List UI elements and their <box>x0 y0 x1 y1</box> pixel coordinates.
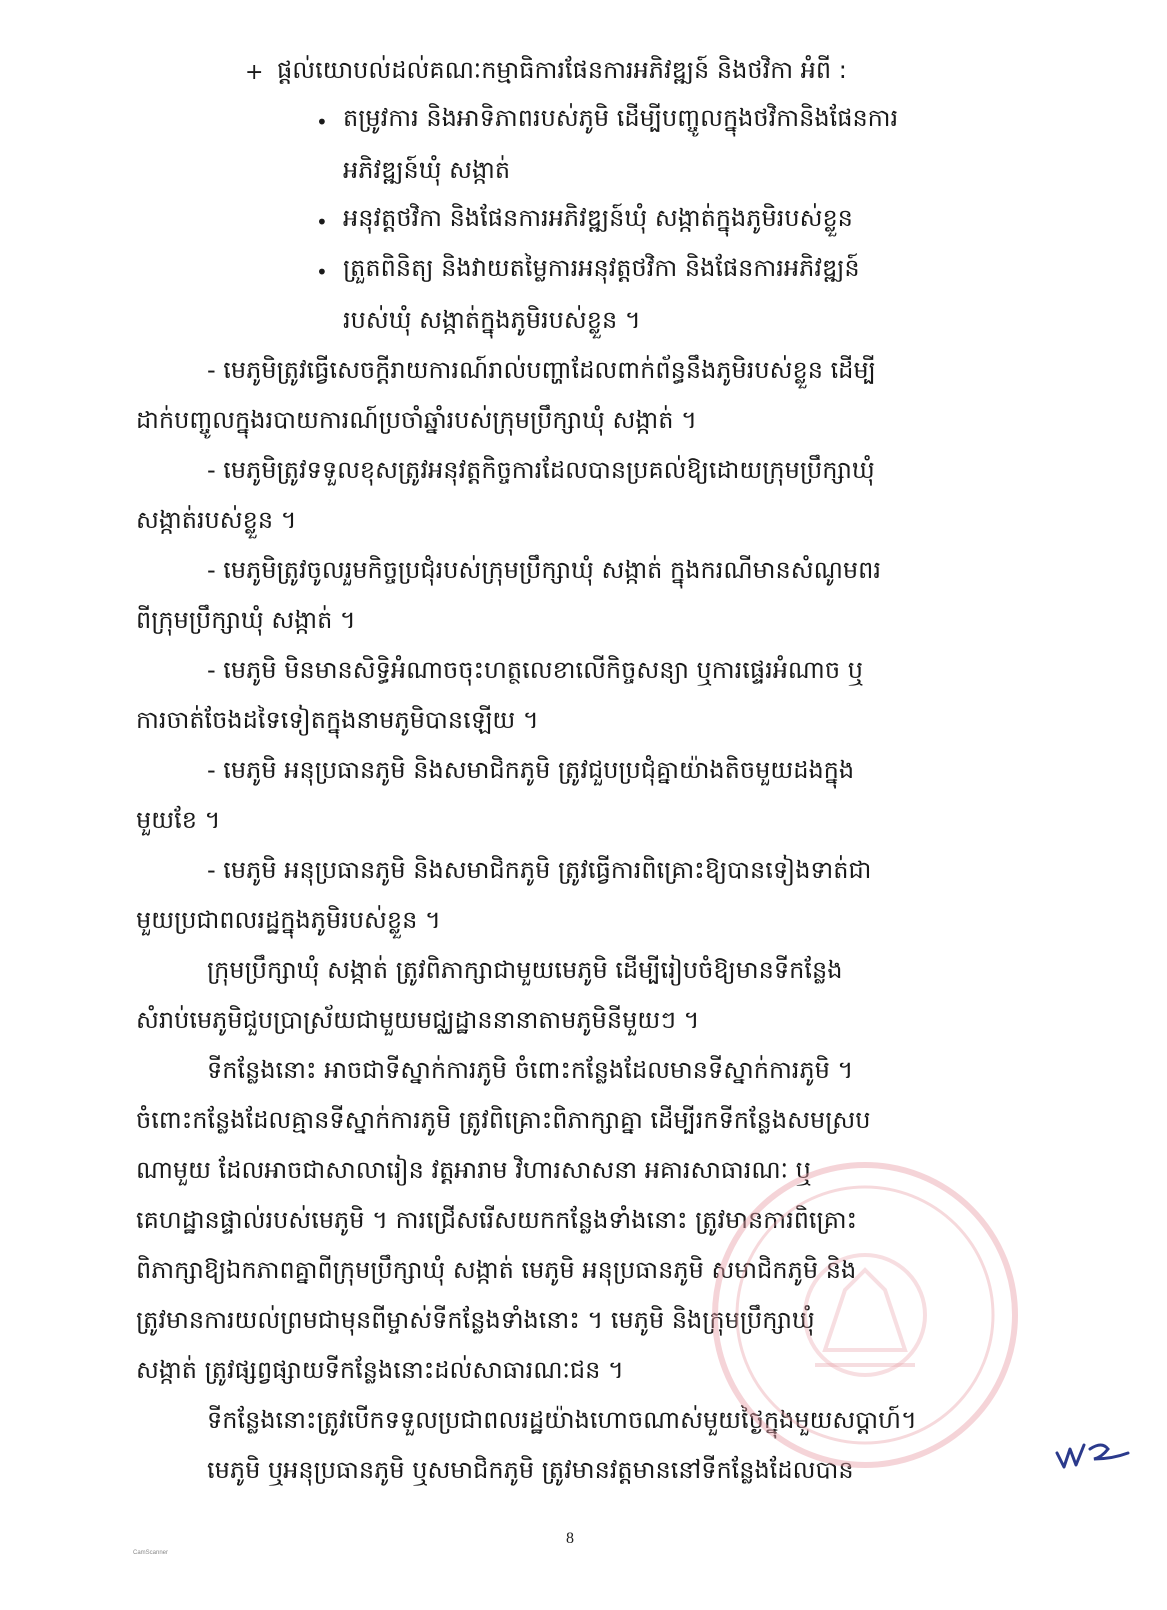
text-line-2: តម្រូវការ និងអាទិភាពរបស់ភូមិ ដើម្បីបញ្ចូលក្នុងថវិកានិងផែនការ <box>343 104 899 132</box>
text-line-21: ទីកន្លែងនោះ អាចជាទីស្នាក់ការភូមិ ចំពោះកន្លែងដែលមានទីស្នាក់ការភូមិ ។ <box>207 1056 854 1084</box>
text-line-13: - មេភូមិ មិនមានសិទ្ធិអំណាចចុះហត្ថលេខាលើកិច្ចសន្យា ឬការផ្ទេរអំណាច ឬ <box>207 656 863 684</box>
text-line-14: ការចាត់ចែងដទៃទៀតក្នុងនាមភូមិបានឡើយ ។ <box>136 706 539 734</box>
text-line-4: អនុវត្តថវិកា និងផែនការអភិវឌ្ឍន៍ឃុំ សង្កាត់ក្នុងភូមិរបស់ខ្លួន <box>343 204 853 232</box>
text-line-5: ត្រួតពិនិត្យ និងវាយតម្លៃការអនុវត្តថវិកា និងផែនការអភិវឌ្ឍន៍ <box>343 254 860 282</box>
page-number: 8 <box>566 1530 574 1547</box>
text-line-29: មេភូមិ ឬអនុប្រធានភូមិ ឬសមាជិកភូមិ ត្រូវមានវត្តមាននៅទីកន្លែងដែលបាន <box>207 1456 854 1484</box>
text-line-7: - មេភូមិត្រូវធ្វើសេចក្តីរាយការណ៍រាល់បញ្ហាដែលពាក់ព័ន្ធនឹងភូមិរបស់ខ្លួន ដើម្បី <box>207 356 876 384</box>
signature-icon <box>1052 1435 1132 1475</box>
text-line-15: - មេភូមិ អនុប្រធានភូមិ និងសមាជិកភូមិ ត្រូវជួបប្រជុំគ្នាយ៉ាងតិចមួយដងក្នុង <box>207 756 855 784</box>
text-line-6: របស់ឃុំ សង្កាត់ក្នុងភូមិរបស់ខ្លួន ។ <box>343 306 641 334</box>
text-line-9: - មេភូមិត្រូវទទួលខុសត្រូវអនុវត្តកិច្ចការដែលបានប្រគល់ឱ្យដោយក្រុមប្រឹក្សាឃុំ <box>207 456 875 484</box>
text-line-19: ក្រុមប្រឹក្សាឃុំ សង្កាត់ ត្រូវពិភាក្សាជាមួយមេភូមិ ដើម្បីរៀបចំឱ្យមានទីកន្លែង <box>207 956 843 984</box>
bullet-marker: • <box>316 210 328 234</box>
scanner-watermark: CamScanner <box>133 1550 169 1556</box>
text-line-11: - មេភូមិត្រូវចូលរួមកិច្ចប្រជុំរបស់ក្រុមប្រឹក្សាឃុំ សង្កាត់ ក្នុងករណីមានសំណូមពរ <box>207 556 881 584</box>
text-line-8: ដាក់បញ្ចូលក្នុងរបាយការណ៍ប្រចាំឆ្នាំរបស់ក្រុមប្រឹក្សាឃុំ សង្កាត់ ។ <box>136 406 697 434</box>
text-line-28: ទីកន្លែងនោះត្រូវបើកទទួលប្រជាពលរដ្ឋយ៉ាងហោចណាស់មួយថ្ងៃក្នុងមួយសប្តាហ៍។ <box>207 1406 917 1434</box>
plus-marker: + <box>245 60 264 85</box>
text-line-10: សង្កាត់របស់ខ្លួន ។ <box>136 506 297 534</box>
text-line-24: គេហដ្ឋានផ្ទាល់របស់មេភូមិ ។ ការជ្រើសរើសយកកន្លែងទាំងនោះ ត្រូវមានការពិគ្រោះ <box>136 1206 858 1234</box>
text-line-22: ចំពោះកន្លែងដែលគ្មានទីស្នាក់ការភូមិ ត្រូវពិគ្រោះពិភាក្សាគ្នា ដើម្បីរកទីកន្លែងសមស្រប <box>136 1106 871 1134</box>
text-line-20: សំរាប់មេភូមិជួបប្រាស្រ័យជាមួយមជ្ឈដ្ឋាននានាតាមភូមិនីមួយៗ ។ <box>136 1006 700 1034</box>
text-line-23: ណាមួយ ដែលអាចជាសាលារៀន វត្តអារាម វិហារសាសនា អគារសាធារណៈ ឬ <box>136 1156 811 1184</box>
text-line-27: សង្កាត់ ត្រូវផ្សព្វផ្សាយទីកន្លែងនោះដល់សាធារណៈជន ។ <box>136 1356 624 1384</box>
text-line-1: ផ្តល់យោបល់ដល់គណៈកម្មាធិការផែនការអភិវឌ្ឍន៍ និងថវិកា អំពី : <box>277 56 847 84</box>
text-line-16: មួយខែ ។ <box>136 806 221 834</box>
text-line-17: - មេភូមិ អនុប្រធានភូមិ និងសមាជិកភូមិ ត្រូវធ្វើការពិគ្រោះឱ្យបានទៀងទាត់ជា <box>207 856 872 884</box>
text-line-26: ត្រូវមានការយល់ព្រមជាមុនពីម្ចាស់ទីកន្លែងទាំងនោះ ។ មេភូមិ និងក្រុមប្រឹក្សាឃុំ <box>136 1306 815 1334</box>
text-line-12: ពីក្រុមប្រឹក្សាឃុំ សង្កាត់ ។ <box>136 606 356 634</box>
text-line-3: អភិវឌ្ឍន៍ឃុំ សង្កាត់ <box>343 156 511 184</box>
bullet-marker: • <box>316 110 328 134</box>
text-line-25: ពិភាក្សាឱ្យឯកភាពគ្នាពីក្រុមប្រឹក្សាឃុំ សង្កាត់ មេភូមិ អនុប្រធានភូមិ សមាជិកភូមិ និង <box>136 1256 857 1284</box>
text-line-18: មួយប្រជាពលរដ្ឋក្នុងភូមិរបស់ខ្លួន ។ <box>136 906 441 934</box>
bullet-marker: • <box>316 260 328 284</box>
